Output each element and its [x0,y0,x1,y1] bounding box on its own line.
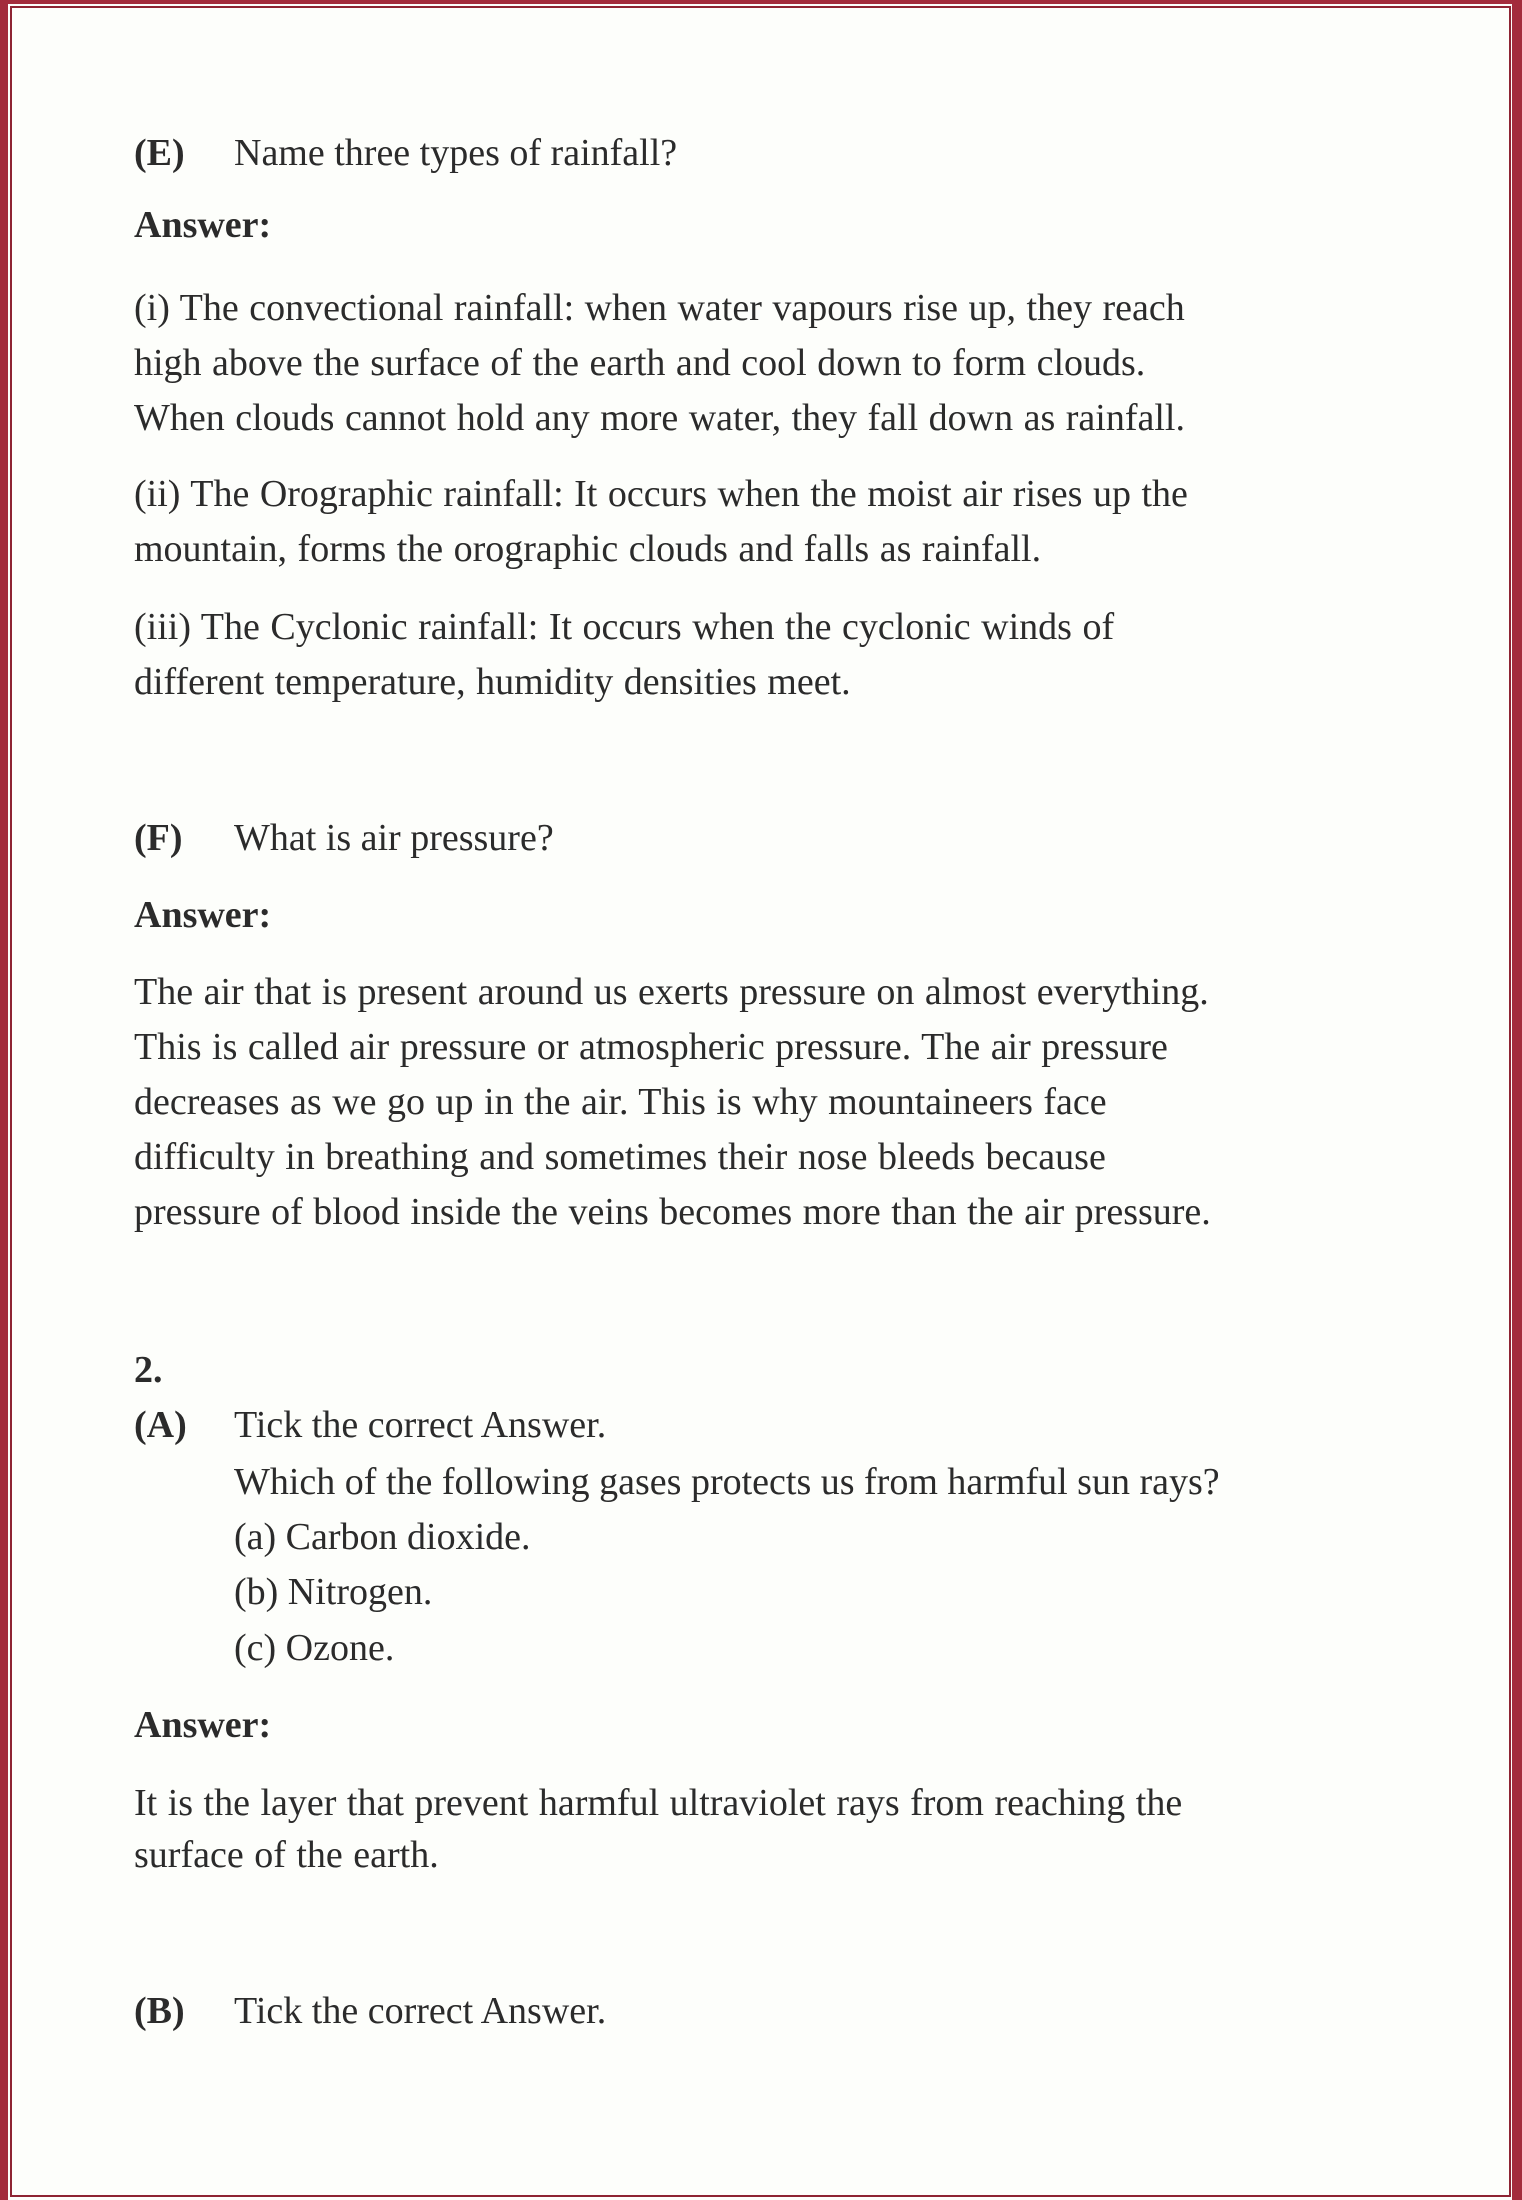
answer-line: The air that is present around us exerts pressure on almost everything. [134,971,1209,1013]
option-a: (a) Carbon dioxide. [234,1516,531,1558]
answer-line: It is the layer that prevent harmful ultraviolet rays from reaching the [134,1782,1183,1824]
answer-label: Answer: [134,894,272,936]
page-border-right [1512,0,1522,2200]
page-border-left [0,0,8,2200]
option-c: (c) Ozone. [234,1627,395,1669]
answer-line: decreases as we go up in the air. This is why mountaineers face [134,1081,1107,1123]
option-b: (b) Nitrogen. [234,1571,433,1613]
answer-line: (ii) The Orographic rainfall: It occurs when the moist air rises up the [134,473,1188,515]
answer-line: difficulty in breathing and sometimes their nose bleeds because [134,1136,1106,1178]
page-border-top [0,0,1522,4]
question-text: What is air pressure? [234,817,554,859]
question-instruction: Tick the correct Answer. [234,1404,607,1446]
answer-label: Answer: [134,204,272,246]
answer-line: surface of the earth. [134,1834,439,1876]
answer-line: This is called air pressure or atmospheric pressure. The air pressure [134,1026,1168,1068]
answer-line: different temperature, humidity densities meet. [134,661,851,703]
question-label: (F) [134,817,183,859]
question-label: (B) [134,1990,185,2032]
question-label: (E) [134,132,185,174]
answer-line: mountain, forms the orographic clouds and falls as rainfall. [134,528,1042,570]
section-number: 2. [134,1349,163,1391]
question-label: (A) [134,1404,187,1446]
answer-line: When clouds cannot hold any more water, they fall down as rainfall. [134,397,1185,439]
question-instruction: Tick the correct Answer. [234,1990,607,2032]
question-text: Name three types of rainfall? [234,132,678,174]
answer-line: high above the surface of the earth and cool down to form clouds. [134,342,1146,384]
answer-line: pressure of blood inside the veins becomes more than the air pressure. [134,1191,1211,1233]
question-text: Which of the following gases protects us from harmful sun rays? [234,1461,1220,1503]
answer-line: (iii) The Cyclonic rainfall: It occurs when the cyclonic winds of [134,606,1115,648]
answer-line: (i) The convectional rainfall: when water vapours rise up, they reach [134,287,1185,329]
answer-label: Answer: [134,1704,272,1746]
